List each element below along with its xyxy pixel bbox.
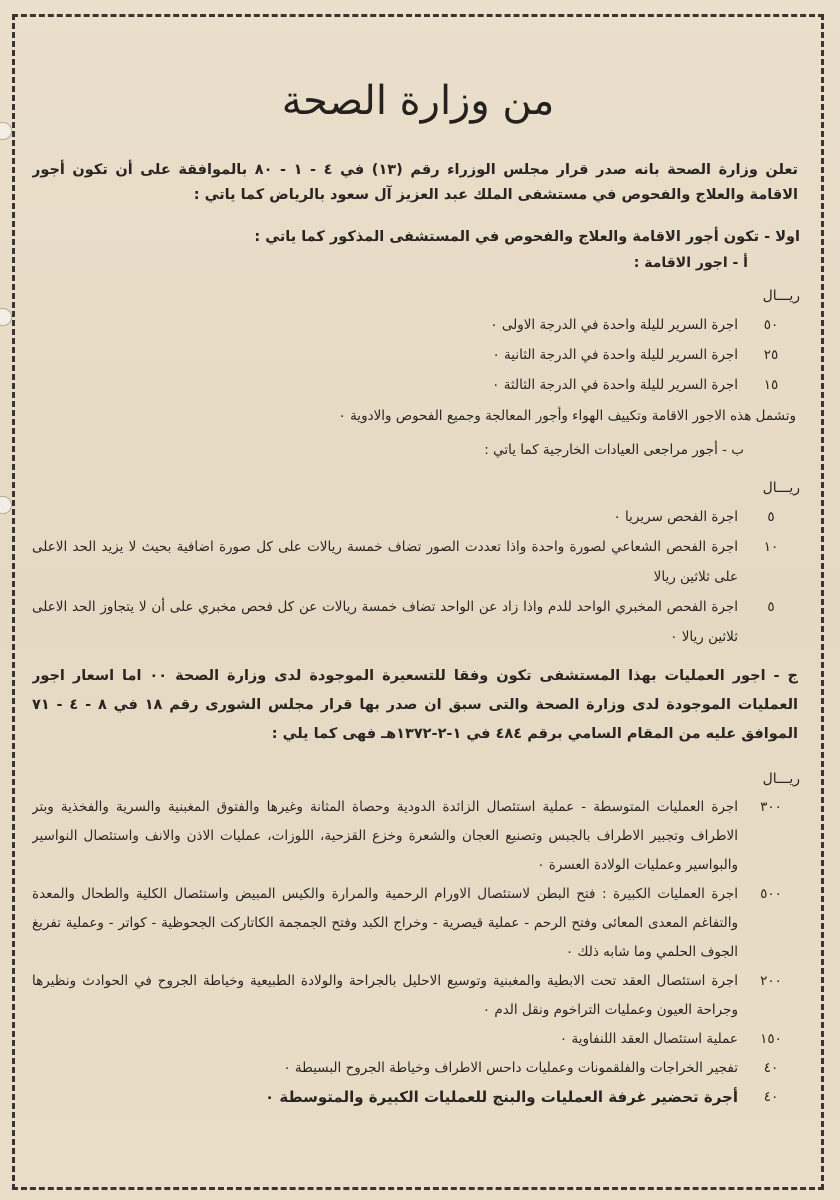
list-item xyxy=(32,340,804,370)
list-item xyxy=(32,1054,804,1083)
section-a-heading: أ - اجور الاقامة : xyxy=(633,255,748,271)
list-item xyxy=(32,1025,804,1054)
fee-description: اجرة استئصال العقد تحت الابطية والمغبنية وتوسيع الاحليل بالجراحة والولادة الطبيعية وخياطة الجروح في الحوادث ونظيرها وجراحة العيون وعمليات التراخوم ونقل الدم ٠ xyxy=(32,973,738,1018)
section-c-paragraph: ج - اجور العمليات بهذا المستشفى تكون وفقا للتسعيرة الموجودة لدى وزارة الصحة ٠٠ اما اسعار اجور العمليات الموجودة لدى وزارة الصحة والتى سبق ان صدر بها قرار مجلس الشورى رقم ١٨ في ٨ - ٤ - ٧١ الموافق عليه من المقام السامي برقم ٤٨٤ في ١-٢-١٣٧٢هـ فهى كما يلي : xyxy=(32,668,798,742)
fee-description: عملية استئصال العقد اللنفاوية ٠ xyxy=(559,1031,738,1047)
binder-hole-icon xyxy=(0,496,12,514)
fee-description: أجرة تحضير غرفة العمليات والبنج للعمليات الكبيرة والمتوسطة ٠ xyxy=(265,1088,738,1106)
binder-hole-icon xyxy=(0,122,12,140)
fee-amount: ١٥٠ xyxy=(760,1031,782,1047)
binder-hole-icon xyxy=(0,308,12,326)
list-item xyxy=(32,1083,804,1112)
fee-description: اجرة الفحص المخبري الواحد للدم واذا زاد عن الواحد تضاف خمسة ريالات عن كل فحص مخبري على أن لا يتجاوز الحد الاعلى ثلاثين ريالا ٠ xyxy=(32,599,738,645)
operations-list xyxy=(32,793,804,1112)
list-item xyxy=(32,880,804,967)
accommodation-list xyxy=(32,310,804,400)
list-item xyxy=(32,310,804,340)
fee-description: اجرة العمليات المتوسطة - عملية استئصال الزائدة الدودية وحصاة المثانة وغيرها والفتوق المغبنية والسرية والفخذية وبتر الاطراف وتجبير الاطراف بالجبس وتصنيع العجان والشعرة وخزع القزحية، اللوزات، عمليات الاذن والانف واستئصال النواسير والبواسير وعمليات الولادة العسرة ٠ xyxy=(32,799,738,873)
intro-paragraph: تعلن وزارة الصحة بانه صدر قرار مجلس الوزراء رقم (١٣) في ٤ - ١ - ٨٠ بالموافقة على أن تكون أجور الاقامة والعلاج والفحوص في مستشفى الملك عبد العزيز آل سعود بالرياض كما ياتي : xyxy=(32,162,799,203)
fee-description: اجرة السرير لليلة واحدة في الدرجة الاولى ٠ xyxy=(490,317,738,333)
fee-amount: ١٠ xyxy=(763,539,779,555)
list-item xyxy=(32,532,804,592)
section-b-heading: ب - أجور مراجعى العيادات الخارجية كما ياتي : xyxy=(484,442,744,458)
fee-description: اجرة السرير لليلة واحدة في الدرجة الثانية ٠ xyxy=(492,347,738,363)
fee-amount: ٥ xyxy=(767,509,775,525)
fee-amount: ٤٠ xyxy=(763,1060,779,1076)
currency-label: ريـــال xyxy=(762,480,800,496)
currency-label: ريـــال xyxy=(762,771,800,787)
fee-amount: ٥ xyxy=(767,599,775,615)
list-item xyxy=(32,967,804,1025)
fee-amount: ٥٠٠ xyxy=(760,886,782,902)
fee-amount: ٤٠ xyxy=(763,1089,779,1105)
section-first-heading: اولا - تكون أجور الاقامة والعلاج والفحوص في المستشفى المذكور كما ياتي : xyxy=(254,229,800,245)
list-item xyxy=(32,502,804,532)
list-item xyxy=(32,370,804,400)
fee-description: تفجير الخراجات والفلقمونات وعمليات داحس الاطراف وخياطة الجروح البسيطة ٠ xyxy=(283,1060,738,1076)
accommodation-note: وتشمل هذه الاجور الاقامة وتكييف الهواء وأجور المعالجة وجميع الفحوص والادوية ٠ xyxy=(338,408,796,424)
list-item xyxy=(32,592,804,652)
fee-amount: ٢٠٠ xyxy=(760,973,782,989)
fee-description: اجرة السرير لليلة واحدة في الدرجة الثالثة ٠ xyxy=(492,377,738,393)
fee-description: اجرة الفحص سريريا ٠ xyxy=(613,509,738,525)
fee-amount: ٥٠ xyxy=(763,317,779,333)
currency-label: ريـــال xyxy=(762,288,800,304)
list-item xyxy=(32,793,804,880)
fee-description: اجرة العمليات الكبيرة : فتح البطن لاستئصال الاورام الرحمية والمرارة والكيس المبيض واستئصال الكلية والطحال والمعدة والتفاغم المعدى المعائى وفتح الرحم - عملية قيصرية - وخراج الكبد وفتح الجمجمة الكاتاركت الجحوظية - كواتر - وعملية تفريغ الجوف الحلمي وما شابه ذلك ٠ xyxy=(32,886,738,960)
page-title: من وزارة الصحة xyxy=(281,78,555,124)
fee-amount: ٣٠٠ xyxy=(760,799,782,815)
announcement-body xyxy=(32,68,804,1184)
fee-amount: ٢٥ xyxy=(763,347,779,363)
fee-description: اجرة الفحص الشعاعي لصورة واحدة واذا تعددت الصور تضاف خمسة ريالات على كل صورة اضافية بحيث لا يزيد الحد الاعلى على ثلاثين ريالا xyxy=(32,539,738,585)
fee-amount: ١٥ xyxy=(763,377,779,393)
outpatient-list xyxy=(32,502,804,652)
